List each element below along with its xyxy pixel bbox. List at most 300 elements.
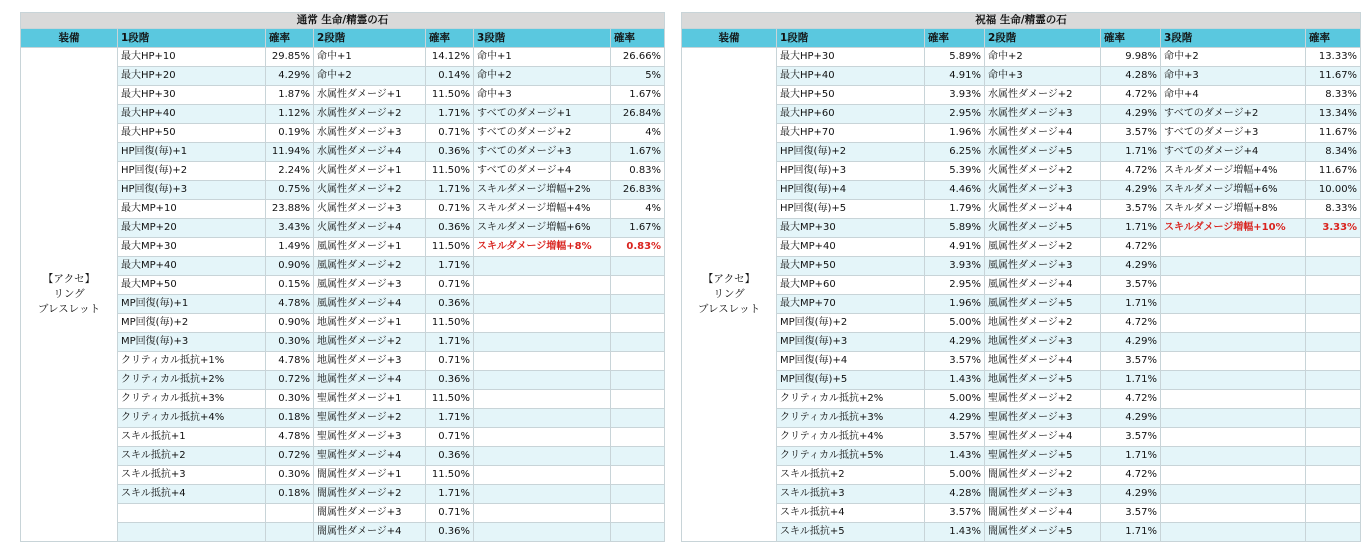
stage1-value: スキル抵抗+4: [118, 485, 266, 504]
stage2-rate: 1.71%: [426, 181, 474, 200]
stage3-rate: [1306, 390, 1361, 409]
stage3-rate: [611, 390, 665, 409]
stage3-rate: [1306, 428, 1361, 447]
stage1-rate: 3.57%: [925, 504, 985, 523]
stage2-value: 水属性ダメージ+3: [314, 124, 426, 143]
stage2-rate: 0.71%: [426, 200, 474, 219]
table-row: [682, 124, 1361, 143]
stage3-rate: [1306, 257, 1361, 276]
stage1-value: HP回復(毎)+3: [777, 162, 925, 181]
stage3-rate: [611, 409, 665, 428]
stage1-value: クリティカル抵抗+4%: [777, 428, 925, 447]
stage1-rate: 5.89%: [925, 48, 985, 67]
stage3-rate: [611, 523, 665, 542]
stage3-rate: [611, 447, 665, 466]
col-header-stage3: 3段階: [1161, 29, 1306, 48]
stage3-value: [1161, 466, 1306, 485]
stage3-value: [474, 428, 611, 447]
table-row: [21, 48, 665, 67]
col-header-stage2: 2段階: [985, 29, 1101, 48]
stage3-value: [1161, 485, 1306, 504]
stage1-rate: 1.87%: [266, 86, 314, 105]
table-row: [21, 523, 665, 542]
stage2-rate: 4.29%: [1101, 181, 1161, 200]
stage1-rate: 4.91%: [925, 67, 985, 86]
stage2-rate: 0.71%: [426, 504, 474, 523]
stage2-value: 水属性ダメージ+2: [314, 105, 426, 124]
stage2-rate: 3.57%: [1101, 276, 1161, 295]
stage1-rate: 2.95%: [925, 276, 985, 295]
stage2-value: 火属性ダメージ+4: [314, 219, 426, 238]
stage1-rate: 0.72%: [266, 371, 314, 390]
stage3-value: スキルダメージ増幅+10%: [1161, 219, 1306, 238]
stage3-rate: [1306, 276, 1361, 295]
stage3-value: [474, 352, 611, 371]
stage3-rate: [1306, 238, 1361, 257]
stage2-value: 闇属性ダメージ+4: [985, 504, 1101, 523]
stage1-rate: 11.94%: [266, 143, 314, 162]
stage3-rate: [1306, 523, 1361, 542]
stage2-rate: 4.28%: [1101, 67, 1161, 86]
stage2-value: 命中+2: [314, 67, 426, 86]
stage3-rate: [1306, 447, 1361, 466]
stage2-rate: 4.72%: [1101, 314, 1161, 333]
stage2-value: 火属性ダメージ+1: [314, 162, 426, 181]
stage3-value: すべてのダメージ+3: [474, 143, 611, 162]
stage2-value: 火属性ダメージ+2: [314, 181, 426, 200]
col-header-stage2: 2段階: [314, 29, 426, 48]
table-row: [21, 466, 665, 485]
stage3-value: スキルダメージ増幅+4%: [474, 200, 611, 219]
table-row: [682, 200, 1361, 219]
stage2-value: 聖属性ダメージ+3: [985, 409, 1101, 428]
stage2-rate: 1.71%: [1101, 371, 1161, 390]
stage2-value: 風属性ダメージ+5: [985, 295, 1101, 314]
stage2-value: 水属性ダメージ+3: [985, 105, 1101, 124]
stage2-value: 水属性ダメージ+2: [985, 86, 1101, 105]
stage3-rate: 26.66%: [611, 48, 665, 67]
table-row: [21, 371, 665, 390]
stage2-value: 地属性ダメージ+3: [985, 333, 1101, 352]
stage3-value: [1161, 428, 1306, 447]
stage2-rate: 0.36%: [426, 143, 474, 162]
stage2-rate: 4.72%: [1101, 466, 1161, 485]
table-row: [682, 333, 1361, 352]
stage3-value: [1161, 276, 1306, 295]
stage2-rate: 3.57%: [1101, 200, 1161, 219]
stage2-value: 地属性ダメージ+1: [314, 314, 426, 333]
stage2-rate: 4.72%: [1101, 238, 1161, 257]
table-row: [21, 124, 665, 143]
stage1-rate: 0.30%: [266, 333, 314, 352]
stage2-value: 風属性ダメージ+4: [985, 276, 1101, 295]
stage3-rate: 13.34%: [1306, 105, 1361, 124]
stage3-value: [474, 314, 611, 333]
stage1-value: スキル抵抗+2: [118, 447, 266, 466]
stage1-rate: 3.57%: [925, 428, 985, 447]
stage2-value: 闇属性ダメージ+2: [314, 485, 426, 504]
equipment-line: リング: [53, 288, 85, 300]
stage1-value: 最大MP+40: [777, 238, 925, 257]
stage3-value: [474, 466, 611, 485]
stage1-rate: 0.30%: [266, 466, 314, 485]
stage3-value: スキルダメージ増幅+6%: [1161, 181, 1306, 200]
stage2-value: 水属性ダメージ+5: [985, 143, 1101, 162]
stage1-value: MP回復(毎)+2: [777, 314, 925, 333]
col-header-rate1: 確率: [925, 29, 985, 48]
stage1-value: スキル抵抗+3: [777, 485, 925, 504]
stage1-rate: 1.43%: [925, 371, 985, 390]
stage2-rate: 0.36%: [426, 295, 474, 314]
table-row: [21, 485, 665, 504]
table-row: [21, 67, 665, 86]
stage1-value: 最大MP+20: [118, 219, 266, 238]
stage1-value: クリティカル抵抗+2%: [118, 371, 266, 390]
table-row: [682, 485, 1361, 504]
stage1-rate: 3.93%: [925, 257, 985, 276]
table-row: [682, 295, 1361, 314]
stage1-value: 最大HP+40: [777, 67, 925, 86]
table-row: [682, 276, 1361, 295]
stage3-rate: [1306, 314, 1361, 333]
stage2-rate: 11.50%: [426, 238, 474, 257]
table-row: [21, 143, 665, 162]
stage3-value: スキルダメージ増幅+4%: [1161, 162, 1306, 181]
stage1-rate: 2.24%: [266, 162, 314, 181]
stage2-rate: 1.71%: [426, 333, 474, 352]
stage1-rate: 2.95%: [925, 105, 985, 124]
stage3-value: 命中+3: [474, 86, 611, 105]
stage3-rate: 26.84%: [611, 105, 665, 124]
stage2-value: 地属性ダメージ+3: [314, 352, 426, 371]
table-row: [21, 86, 665, 105]
stage1-rate: 1.96%: [925, 124, 985, 143]
col-header-equipment: 装備: [682, 29, 777, 48]
col-header-rate2: 確率: [426, 29, 474, 48]
stage1-rate: 4.29%: [925, 409, 985, 428]
stage1-value: 最大MP+50: [777, 257, 925, 276]
stage1-value: MP回復(毎)+1: [118, 295, 266, 314]
table-row: [682, 86, 1361, 105]
stage1-rate: 3.43%: [266, 219, 314, 238]
stage2-rate: 11.50%: [426, 466, 474, 485]
table-row: [21, 105, 665, 124]
stage2-rate: 11.50%: [426, 86, 474, 105]
stage1-value: 最大HP+30: [777, 48, 925, 67]
stage1-value: クリティカル抵抗+1%: [118, 352, 266, 371]
stage3-rate: 11.67%: [1306, 67, 1361, 86]
col-header-stage1: 1段階: [118, 29, 266, 48]
stage1-rate: 4.78%: [266, 428, 314, 447]
stage2-rate: 11.50%: [426, 314, 474, 333]
stage2-rate: 1.71%: [1101, 523, 1161, 542]
stage1-rate: 0.18%: [266, 485, 314, 504]
col-header-rate3: 確率: [611, 29, 665, 48]
stage1-value: 最大MP+30: [777, 219, 925, 238]
stage1-rate: 4.29%: [266, 67, 314, 86]
stage1-value: スキル抵抗+4: [777, 504, 925, 523]
stage3-rate: 1.67%: [611, 219, 665, 238]
stage2-value: 命中+3: [985, 67, 1101, 86]
stage1-rate: 1.12%: [266, 105, 314, 124]
stage1-value: クリティカル抵抗+5%: [777, 447, 925, 466]
table-row: [682, 219, 1361, 238]
table-row: [21, 219, 665, 238]
stage2-rate: 1.71%: [426, 409, 474, 428]
stage2-rate: 1.71%: [1101, 295, 1161, 314]
stage3-value: [1161, 504, 1306, 523]
stage3-value: 命中+4: [1161, 86, 1306, 105]
stage1-value: MP回復(毎)+5: [777, 371, 925, 390]
stage1-value: HP回復(毎)+1: [118, 143, 266, 162]
stage3-value: スキルダメージ増幅+6%: [474, 219, 611, 238]
stage3-rate: [611, 352, 665, 371]
stage2-rate: 4.72%: [1101, 86, 1161, 105]
stage3-value: 命中+2: [474, 67, 611, 86]
stage1-rate: 1.96%: [925, 295, 985, 314]
stage3-rate: [1306, 485, 1361, 504]
stage1-value: 最大HP+60: [777, 105, 925, 124]
table-row: [21, 276, 665, 295]
stage1-value: 最大HP+10: [118, 48, 266, 67]
stage2-value: 闇属性ダメージ+1: [314, 466, 426, 485]
stage1-value: 最大MP+40: [118, 257, 266, 276]
table-row: [21, 409, 665, 428]
equipment-cell: [21, 48, 118, 542]
stage1-rate: 5.00%: [925, 466, 985, 485]
stage3-rate: 4%: [611, 124, 665, 143]
stage2-value: 聖属性ダメージ+5: [985, 447, 1101, 466]
stage3-value: [1161, 390, 1306, 409]
stage2-rate: 1.71%: [426, 485, 474, 504]
stage2-rate: 0.36%: [426, 447, 474, 466]
table-row: [21, 352, 665, 371]
table-row: [21, 504, 665, 523]
stage2-rate: 3.57%: [1101, 504, 1161, 523]
stage1-value: クリティカル抵抗+3%: [118, 390, 266, 409]
stage1-value: HP回復(毎)+5: [777, 200, 925, 219]
stage2-value: 火属性ダメージ+3: [314, 200, 426, 219]
equipment-line: 【アクセ】: [702, 273, 756, 285]
stage3-rate: 13.33%: [1306, 48, 1361, 67]
stage1-rate: 23.88%: [266, 200, 314, 219]
stage3-value: 命中+1: [474, 48, 611, 67]
stage3-rate: 8.34%: [1306, 143, 1361, 162]
stage2-value: 水属性ダメージ+1: [314, 86, 426, 105]
stage2-rate: 4.29%: [1101, 333, 1161, 352]
stage2-rate: 1.71%: [1101, 143, 1161, 162]
stage1-rate: 0.19%: [266, 124, 314, 143]
stage1-rate: 0.15%: [266, 276, 314, 295]
stage2-rate: 4.72%: [1101, 162, 1161, 181]
stage3-rate: [611, 314, 665, 333]
stage1-value: スキル抵抗+5: [777, 523, 925, 542]
stage2-value: 聖属性ダメージ+4: [314, 447, 426, 466]
stage3-value: [1161, 295, 1306, 314]
stage3-value: [474, 409, 611, 428]
stage2-rate: 1.71%: [1101, 219, 1161, 238]
stage2-value: 風属性ダメージ+1: [314, 238, 426, 257]
stage3-value: スキルダメージ増幅+8%: [1161, 200, 1306, 219]
stage2-value: 命中+2: [985, 48, 1101, 67]
stage1-value: MP回復(毎)+3: [777, 333, 925, 352]
stage3-rate: 5%: [611, 67, 665, 86]
table-row: [682, 48, 1361, 67]
stage3-value: 命中+3: [1161, 67, 1306, 86]
stage3-value: [1161, 447, 1306, 466]
stage1-value: 最大HP+30: [118, 86, 266, 105]
stage3-rate: 10.00%: [1306, 181, 1361, 200]
stage2-rate: 0.14%: [426, 67, 474, 86]
stage3-value: [1161, 333, 1306, 352]
table-row: [21, 257, 665, 276]
stage3-value: [474, 485, 611, 504]
equipment-line: 【アクセ】: [42, 273, 96, 285]
stage1-rate: 0.90%: [266, 314, 314, 333]
stage2-value: 地属性ダメージ+5: [985, 371, 1101, 390]
col-header-equipment: 装備: [21, 29, 118, 48]
stage2-value: 地属性ダメージ+4: [314, 371, 426, 390]
col-header-rate1: 確率: [266, 29, 314, 48]
stage3-rate: 26.83%: [611, 181, 665, 200]
stage2-rate: 3.57%: [1101, 352, 1161, 371]
stage2-rate: 0.71%: [426, 276, 474, 295]
stage2-value: 闇属性ダメージ+4: [314, 523, 426, 542]
stage2-value: 聖属性ダメージ+3: [314, 428, 426, 447]
stage3-rate: 8.33%: [1306, 86, 1361, 105]
col-header-stage1: 1段階: [777, 29, 925, 48]
stage3-value: [474, 295, 611, 314]
stage1-value: 最大MP+10: [118, 200, 266, 219]
table-title: 祝福 生命/精霊の石: [682, 13, 1361, 29]
stage2-rate: 4.72%: [1101, 390, 1161, 409]
stage1-value: MP回復(毎)+3: [118, 333, 266, 352]
stage3-value: すべてのダメージ+3: [1161, 124, 1306, 143]
table-row: [682, 409, 1361, 428]
stage2-rate: 1.71%: [426, 257, 474, 276]
stage2-value: 風属性ダメージ+4: [314, 295, 426, 314]
stage2-rate: 0.71%: [426, 124, 474, 143]
stage3-rate: [1306, 409, 1361, 428]
stage1-rate: 4.78%: [266, 295, 314, 314]
stage3-rate: [611, 276, 665, 295]
stage2-value: 火属性ダメージ+4: [985, 200, 1101, 219]
table-row: [21, 181, 665, 200]
table-row: [682, 314, 1361, 333]
table-row: [682, 67, 1361, 86]
stage3-rate: [611, 295, 665, 314]
stage3-value: [474, 276, 611, 295]
stage3-rate: 0.83%: [611, 238, 665, 257]
col-header-rate2: 確率: [1101, 29, 1161, 48]
stage3-value: [474, 257, 611, 276]
stage1-rate: 1.43%: [925, 523, 985, 542]
stage2-value: 聖属性ダメージ+2: [985, 390, 1101, 409]
table-row: [682, 238, 1361, 257]
stage3-rate: 4%: [611, 200, 665, 219]
normal-stone-table: [20, 12, 665, 542]
stage3-rate: [1306, 333, 1361, 352]
stage2-rate: 0.36%: [426, 219, 474, 238]
stage1-rate: 4.78%: [266, 352, 314, 371]
stage1-rate: 3.93%: [925, 86, 985, 105]
stage2-value: 風属性ダメージ+2: [314, 257, 426, 276]
stage1-value: 最大MP+50: [118, 276, 266, 295]
stage1-value: HP回復(毎)+3: [118, 181, 266, 200]
stage3-value: 命中+2: [1161, 48, 1306, 67]
stage3-value: スキルダメージ増幅+2%: [474, 181, 611, 200]
stage3-rate: [611, 428, 665, 447]
stage2-value: 水属性ダメージ+4: [985, 124, 1101, 143]
stage2-rate: 14.12%: [426, 48, 474, 67]
stage1-value: 最大HP+70: [777, 124, 925, 143]
stage1-value: クリティカル抵抗+4%: [118, 409, 266, 428]
table-row: [682, 523, 1361, 542]
stage3-value: [474, 371, 611, 390]
stage3-rate: [1306, 352, 1361, 371]
stage3-value: [1161, 352, 1306, 371]
stage2-value: 聖属性ダメージ+4: [985, 428, 1101, 447]
stage3-rate: [611, 371, 665, 390]
stage1-value: 最大HP+50: [118, 124, 266, 143]
stage1-rate: 0.72%: [266, 447, 314, 466]
stage3-rate: 8.33%: [1306, 200, 1361, 219]
stage3-rate: [1306, 371, 1361, 390]
stage2-rate: 4.29%: [1101, 105, 1161, 124]
stage1-rate: 0.18%: [266, 409, 314, 428]
table-row: [682, 105, 1361, 124]
table-row: [682, 504, 1361, 523]
stage2-value: 地属性ダメージ+4: [985, 352, 1101, 371]
stage1-rate: 1.49%: [266, 238, 314, 257]
stage1-rate: 4.29%: [925, 333, 985, 352]
stage2-rate: 11.50%: [426, 162, 474, 181]
stage2-value: 聖属性ダメージ+2: [314, 409, 426, 428]
table-row: [21, 428, 665, 447]
equipment-line: リング: [713, 288, 745, 300]
stage3-value: [1161, 523, 1306, 542]
stage2-rate: 3.57%: [1101, 428, 1161, 447]
table-row: [682, 162, 1361, 181]
stage3-rate: 11.67%: [1306, 124, 1361, 143]
table-row: [21, 314, 665, 333]
stage2-rate: 3.57%: [1101, 124, 1161, 143]
table-row: [21, 238, 665, 257]
stage2-value: 地属性ダメージ+2: [314, 333, 426, 352]
stage3-value: すべてのダメージ+4: [474, 162, 611, 181]
stage3-value: [1161, 257, 1306, 276]
stage1-rate: 0.90%: [266, 257, 314, 276]
stage1-value: 最大MP+70: [777, 295, 925, 314]
stage1-rate: 3.57%: [925, 352, 985, 371]
col-header-stage3: 3段階: [474, 29, 611, 48]
stage2-value: 風属性ダメージ+2: [985, 238, 1101, 257]
stage1-value: MP回復(毎)+4: [777, 352, 925, 371]
stage1-rate: 0.75%: [266, 181, 314, 200]
stage1-value: 最大MP+30: [118, 238, 266, 257]
stage2-rate: 4.29%: [1101, 485, 1161, 504]
table-row: [682, 428, 1361, 447]
stage1-rate: 29.85%: [266, 48, 314, 67]
table-row: [21, 162, 665, 181]
table-row: [21, 333, 665, 352]
stage3-rate: [611, 504, 665, 523]
stage2-rate: 4.29%: [1101, 409, 1161, 428]
stage2-value: 風属性ダメージ+3: [314, 276, 426, 295]
stage1-value: 最大HP+50: [777, 86, 925, 105]
stage3-rate: [1306, 504, 1361, 523]
table-row: [21, 295, 665, 314]
